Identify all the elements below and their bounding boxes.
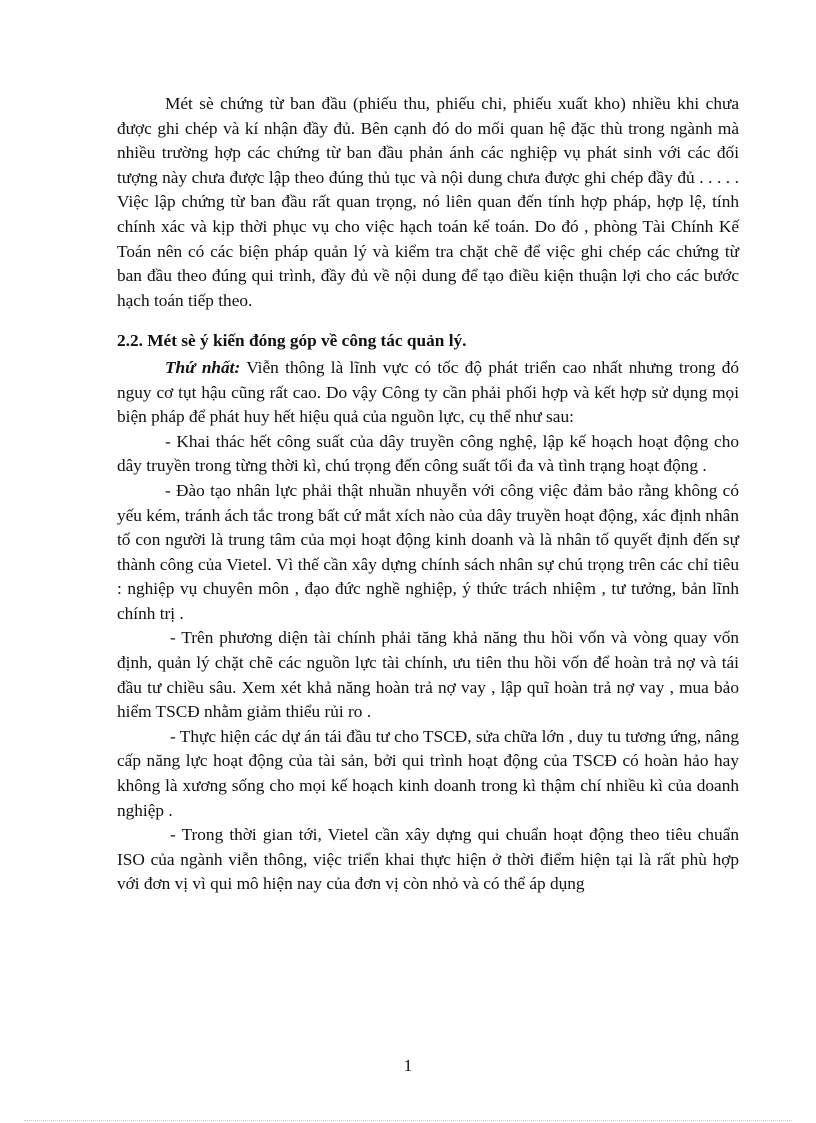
bullet-paragraph-5: - Trong thời gian tới, Vietel cần xây dựng qui chuẩn hoạt động theo tiêu chuẩn ISO của ngành viễn thông, việc triển khai thực hiện ở thời điểm hiện tại là rất phù hợp với đơn vị vì qui mô hiện nay của đơn vị còn nhỏ và có thể áp dụng — [117, 825, 739, 894]
page-bottom-rule — [24, 1120, 792, 1121]
bullet-paragraph-1: - Khai thác hết công suất của dây truyền công nghệ, lập kế hoạch hoạt động cho dây truyền trong từng thời kì, chú trọng đến công suất tối đa và tình trạng hoạt động . — [117, 431, 739, 476]
document-body — [117, 92, 739, 897]
bullet-paragraph-2: - Đào tạo nhân lực phải thật nhuần nhuyễn với công việc đảm bảo rằng không có yếu kém, tránh ách tắc trong bất cứ mắt xích nào của dây truyền hoạt động, xác định nhân tố con người là trung tâm của mọi hoạt động kinh doanh và là nhân tố quyết định đến sự thành công của Vietel. Vì thế cần xây dựng chính sách nhân sự chú trọng trên các chỉ tiêu : nghiệp vụ chuyên môn , đạo đức nghề nghiệp, ý thức trách nhiệm , tư tưởng, bản lĩnh chính trị . — [117, 480, 739, 623]
bullet-paragraph-3: - Trên phương diện tài chính phải tăng khả năng thu hồi vốn và vòng quay vốn định, quản lý chặt chẽ các nguồn lực tài chính, ưu tiên thu hồi vốn để hoàn trả nợ và tái đầu tư chiều sâu. Xem xét khả năng hoàn trả nợ vay , lập quĩ hoàn trả nợ vay , mua bảo hiểm TSCĐ nhằm giảm thiểu rủi ro . — [117, 628, 739, 722]
intro-paragraph: Mét sè chứng từ ban đầu (phiếu thu, phiếu chi, phiếu xuất kho) nhiều khi chưa được ghi chép và kí nhận đầy đủ. Bên cạnh đó do mối quan hệ đặc thù trong ngành mà nhiều trường hợp các chứng từ ban đầu phản ánh các nghiệp vụ phát sinh với các đối tượng này chưa được lập theo đúng thủ tục và nội dung chưa được ghi chép đầy đủ . . . . . Việc lập chứng từ ban đầu rất quan trọng, nó liên quan đến tính hợp pháp, hợp lệ, tính chính xác và kịp thời phục vụ cho việc hạch toán kế toán. Do đó , phòng Tài Chính Kế Toán nên có các biện pháp quản lý và kiểm tra chặt chẽ để việc ghi chép các chứng từ ban đầu theo đúng qui trình, đầy đủ về nội dung để tạo điều kiện thuận lợi cho các bước hạch toán tiếp theo. — [117, 94, 739, 310]
first-point-label: Thứ nhất: — [165, 357, 241, 377]
first-point-text: Viễn thông là lĩnh vực có tốc độ phát triển cao nhất nhưng trong đó nguy cơ tụt hậu cũng rất cao. Do vậy Công ty cần phải phối hợp và kết hợp sử dụng mọi biện pháp để phát huy hết hiệu quả của nguồn lực, cụ thể như sau: — [117, 357, 739, 427]
bullet-paragraph-4: - Thực hiện các dự án tái đầu tư cho TSCĐ, sửa chữa lớn , duy tu tương ứng, nâng cấp năng lực hoạt động của tài sản, bởi qui trình hoạt động của TSCĐ có hoàn hảo hay không là xương sống cho mọi kế hoạch kinh doanh trong kì thậm chí nhiều kì của doanh nghiệp . — [117, 726, 739, 820]
section-heading: 2.2. Mét sè ý kiến đóng góp về công tác quản lý. — [117, 331, 467, 351]
first-point-paragraph — [117, 356, 739, 430]
page-number: 1 — [403, 1056, 413, 1075]
